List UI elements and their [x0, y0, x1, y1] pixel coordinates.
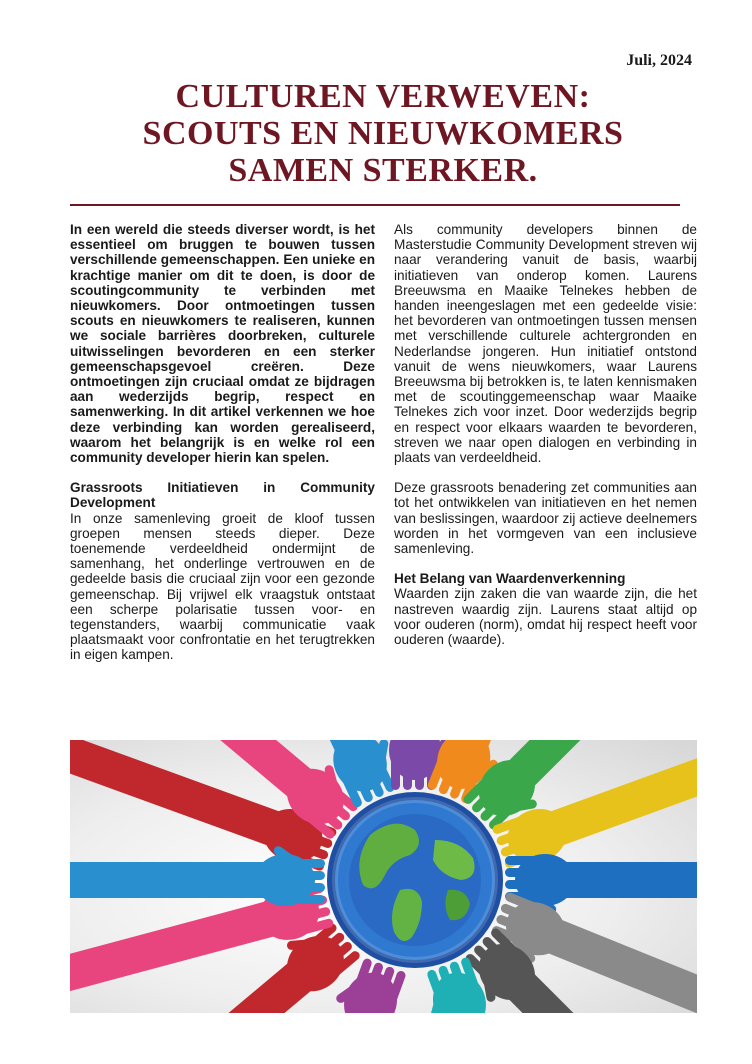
title-line-1: CULTUREN VERWEVEN: [175, 78, 591, 115]
hand-shape [70, 844, 325, 906]
right-column [394, 222, 697, 647]
hands-around-globe-illustration [70, 740, 697, 1013]
section1-body: In onze samenleving groeit de kloof tussen groepen mensen steeds dieper. Deze toenemende verdeeldheid ondermijnt de samenhang, het onderlinge vertrouwen en de gedeelde basis die cruciaal zijn voor een gezonde gemeenschap. Bij vrijwel elk vraagstuk ontstaat een scherpe polarisatie tussen voor- en tegenstanders, waarbij communicatie vaak plaatsmaakt voor confrontatie en het terugtrekken in eigen kampen. [70, 510, 375, 663]
title-divider [70, 204, 680, 206]
title-line-2: SCOUTS EN NIEUWKOMERS [142, 115, 624, 152]
section2-body: Waarden zijn zaken die van waarde zijn, die het nastreven waardig zijn. Laurens staat altijd op voor ouderen (norm), omdat hij respect heeft voor ouderen (waarde). [394, 586, 697, 648]
section2-heading: Het Belang van Waardenverkenning [394, 571, 626, 587]
right-paragraph-1: Als community developers binnen de Masterstudie Community Development streven wij naar verandering vanuit de basis, waarbij initiatieven van onderop komen. Laurens Breeuwsma en Maaike Telnekes hebben de handen ineengeslagen met een gedeelde visie: het bevorderen van ontmoetingen tussen mensen met verschillende culturele achtergronden en Nederlandse jongeren. Hun initiatief ontstond vanuit de wens nieuwkomers, waar Laurens Breeuwsma bij betrokken is, te laten kennismaken met de scoutinggemeenschap waar Maaike Telnekes zich voor inzet. Door wederzijds begrip en respect voor elkaars waarden te bevorderen, streven we naar open dialogen en verbinding in plaats van verdeeldheid. [394, 222, 697, 466]
intro-paragraph: In een wereld die steeds diverser wordt, is het essentieel om bruggen te bouwen tussen verschillende gemeenschappen. Een unieke en krachtige manier om dit te doen, is door de scoutingcommunity te verbinden met nieuwkomers. Door ontmoetingen tussen scouts en nieuwkomers te realiseren, kunnen we sociale barrières doorbreken, culturele uitwisselingen bevorderen en een sterker gemeenschapsgevoel creëren. Deze ontmoetingen zijn cruciaal omdat ze bijdragen aan wederzijds begrip, respect en samenwerking. In dit artikel verkennen we hoe deze verbinding kan worden gerealiseerd, waarom het belangrijk is en welke rol een community developer hierin kan spelen. [70, 222, 375, 466]
left-column [70, 222, 375, 663]
section1-heading: Grassroots Initiatieven in Community Development [70, 480, 375, 511]
article-title [70, 78, 696, 189]
hero-image-hands-globe [70, 740, 697, 1013]
globe-icon [327, 792, 503, 968]
right-paragraph-2: Deze grassroots benadering zet communities aan tot het ontwikkelen van initiatieven en het nemen van beslissingen, waardoor zij actieve deelnemers worden in het vormgeven van een inclusieve samenleving. [394, 480, 697, 557]
title-line-3: SAMEN STERKER. [228, 152, 538, 189]
issue-date: Juli, 2024 [626, 52, 692, 69]
